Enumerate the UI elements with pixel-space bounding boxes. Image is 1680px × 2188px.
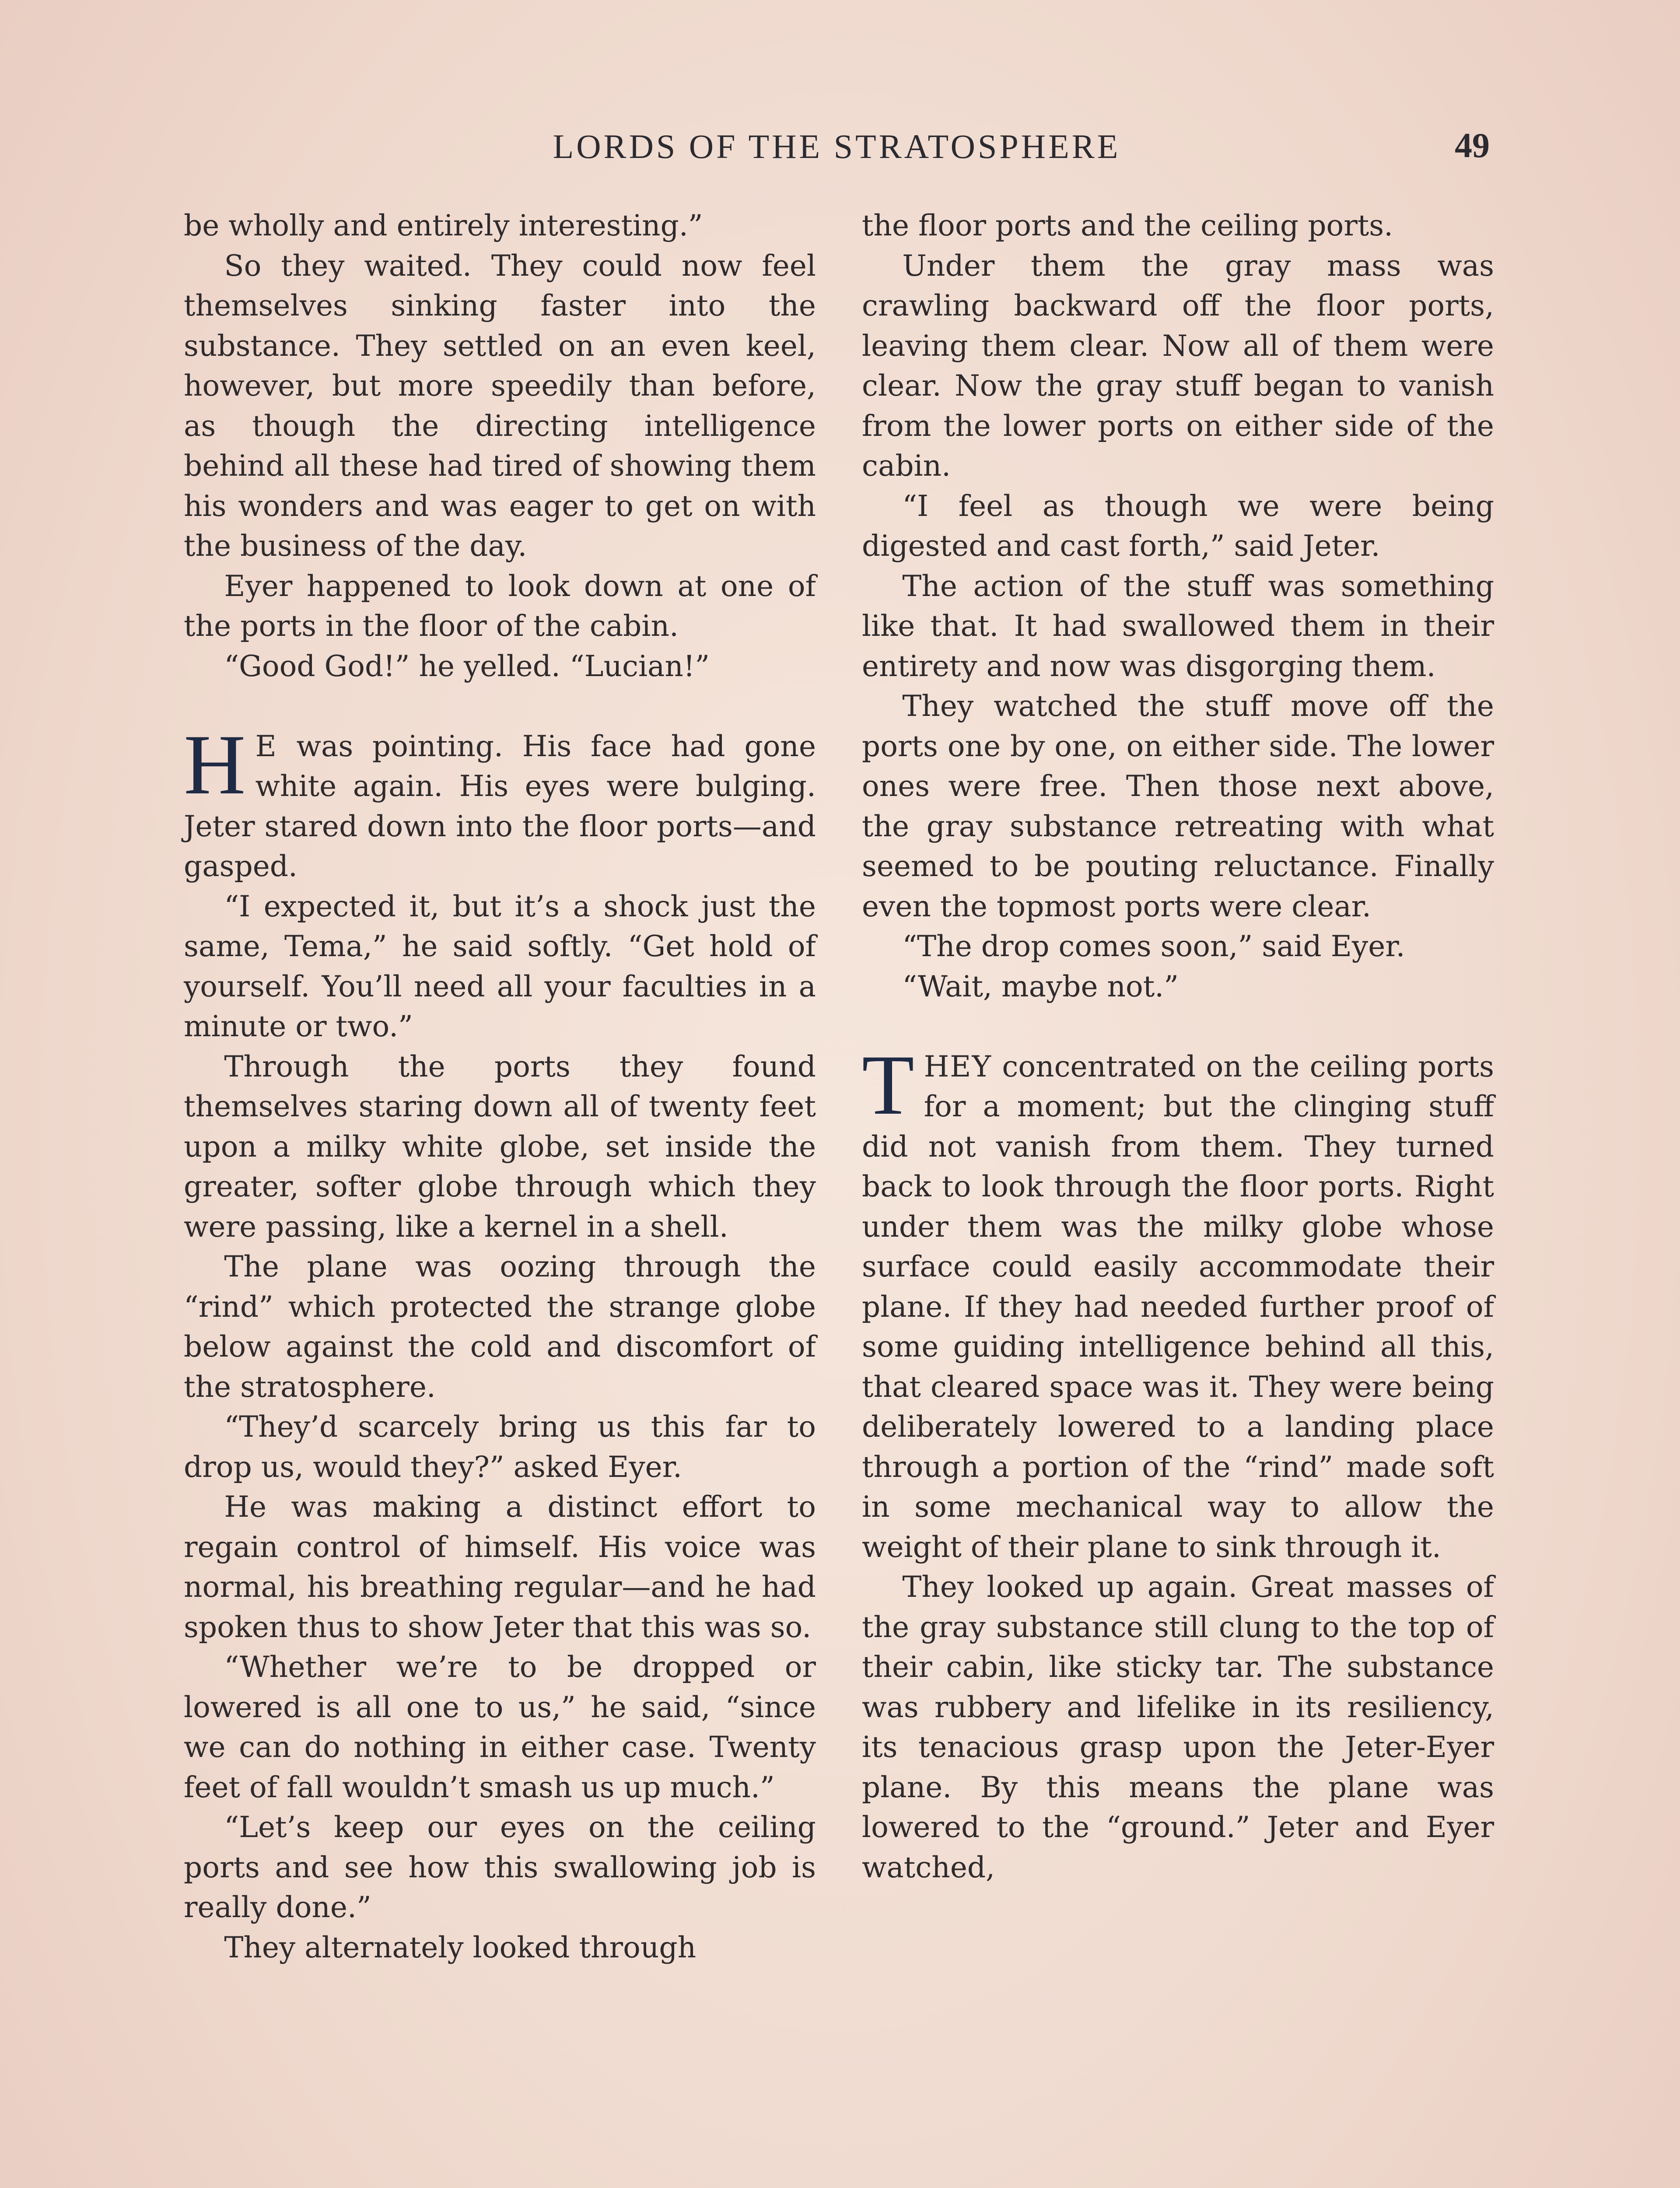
- paragraph: The plane was oozing through the “rind” which protected the strange globe below against the cold and discomfort of the stratosphere.: [184, 1250, 816, 1404]
- paragraph: “Whether we’re to be dropped or lowered is all one to us,” he said, “since we can do nothing in either case. Twenty feet of fall wouldn’t smash us up much.”: [184, 1650, 816, 1804]
- paragraph: Eyer happened to look down at one of the ports in the floor of the cabin.: [184, 569, 816, 643]
- paragraph: “They’d scarcely bring us this far to drop us, would they?” asked Eyer.: [184, 1410, 816, 1484]
- text-column-left: [184, 206, 816, 1967]
- drop-cap-letter: T: [862, 1037, 914, 1133]
- paragraph: “Wait, maybe not.”: [902, 969, 1179, 1003]
- paragraph: “Let’s keep our eyes on the ceiling ports and see how this swallowing job is really done.”: [184, 1810, 816, 1924]
- paragraph: They alternately looked through: [224, 1930, 696, 1964]
- paragraph: They looked up again. Great masses of the gray substance still clung to the top of their cabin, like sticky tar. The substance was rubbery and lifelike in its resiliency, its tenacious grasp upon the Jeter-Eyer plane. By this means the plane was lowered to the “ground.” Jeter and Eyer watched,: [862, 1570, 1494, 1884]
- paragraph: be wholly and entirely interesting.”: [184, 209, 703, 242]
- paragraph: Under them the gray mass was crawling backward off the floor ports, leaving them clear. Now all of them were clear. Now the gray stuff began to vanish from the lower ports on either side of the cabin.: [862, 249, 1494, 483]
- running-title: LORDS OF THE STRATOSPHERE: [553, 127, 1121, 165]
- paragraph: Through the ports they found themselves staring down all of twenty feet upon a milky white globe, set inside the greater, softer globe through which they were passing, like a kernel in a shell.: [184, 1049, 816, 1244]
- paragraph: “Good God!” he yelled. “Lucian!”: [224, 649, 710, 683]
- paragraph: He was making a distinct effort to regain control of himself. His voice was normal, his breathing regular—and he had spoken thus to show Jeter that this was so.: [184, 1490, 816, 1644]
- paragraph-text: concentrated on the ceiling ports for a moment; but the clinging stuff did not vanish from them. They turned back to look through the floor ports. Right under them was the milky globe whose surface could easily accommodate their plane. If they had needed further proof of some guiding intelligence behind all this, that cleared space was it. They were being deliberately lowered to a landing place through a portion of the “rind” made soft in some mechanical way to allow the weight of their plane to sink through it.: [862, 1049, 1494, 1564]
- drop-cap-letter: H: [184, 717, 246, 812]
- drop-cap-rest: E: [255, 729, 277, 763]
- page-number: 49: [1455, 126, 1490, 165]
- paragraph: the floor ports and the ceiling ports.: [862, 209, 1393, 242]
- paragraph-dropcap: [862, 1037, 1494, 1567]
- running-header: [184, 118, 1490, 166]
- paragraph: “I expected it, but it’s a shock just the same, Tema,” he said softly. “Get hold of yourself. You’ll need all your faculties in a minute or two.”: [184, 889, 816, 1043]
- paragraph-text: was pointing. His face had gone white again. His eyes were bulging. Jeter stared down into the floor ports—and gasped.: [184, 729, 816, 883]
- paragraph-dropcap: [184, 717, 816, 887]
- text-column-right: [862, 206, 1494, 1887]
- paragraph: “The drop comes soon,” said Eyer.: [902, 929, 1405, 963]
- paragraph: “I feel as though we were being digested and cast forth,” said Jeter.: [862, 489, 1494, 563]
- paragraph: So they waited. They could now feel themselves sinking faster into the substance. They settled on an even keel, however, but more speedily than before, as though the directing intelligence behind all these had tired of showing them his wonders and was eager to get on with the business of the day.: [184, 249, 816, 563]
- drop-cap-rest: HEY: [924, 1049, 992, 1083]
- paragraph: They watched the stuff move off the ports one by one, on either side. The lower ones were free. Then those next above, the gray substance retreating with what seemed to be pouting reluctance. Finally even the topmost ports were clear.: [862, 689, 1494, 923]
- paragraph: The action of the stuff was something like that. It had swallowed them in their entirety and now was disgorging them.: [862, 569, 1494, 683]
